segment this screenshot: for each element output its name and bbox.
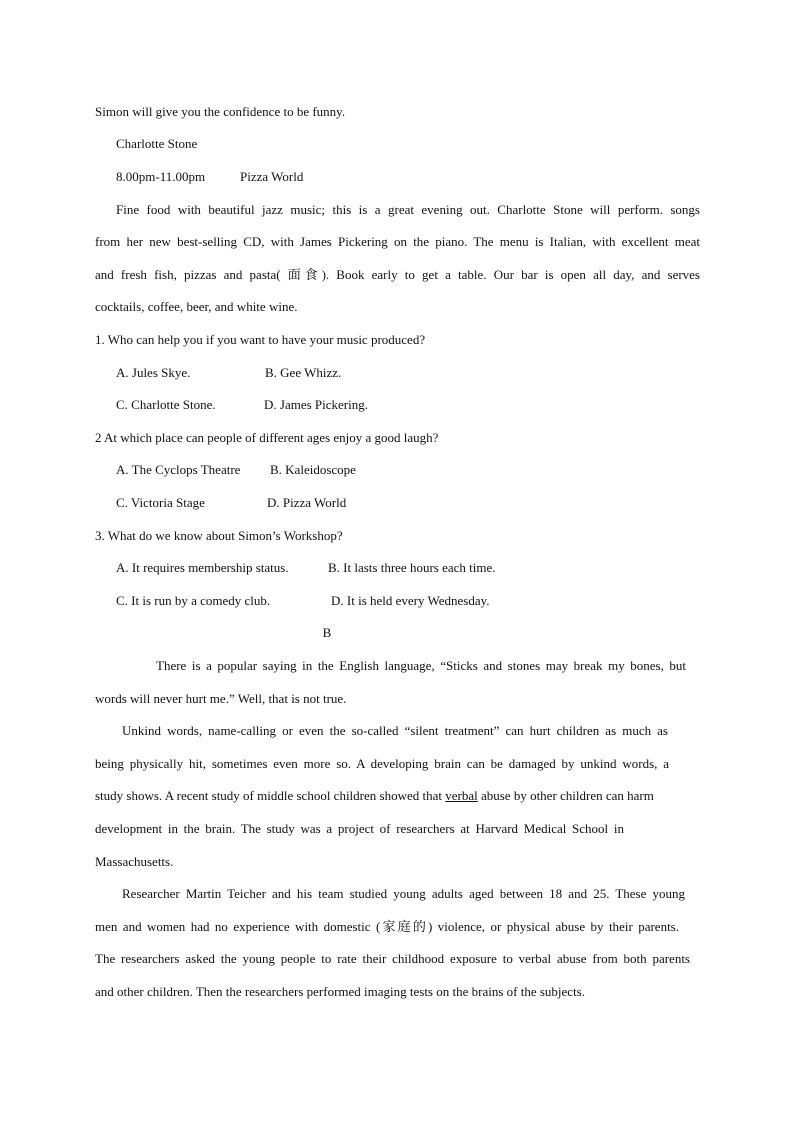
question-1-option-c: C. Charlotte Stone. (116, 397, 216, 412)
section-b-p3-line-1: Researcher Martin Teicher and his team studied young adults aged between 18 and 25. These young (122, 886, 685, 901)
event-venue: Pizza World (240, 169, 304, 184)
question-2-option-b: B. Kaleidoscope (270, 462, 356, 477)
question-1-option-b: B. Gee Whizz. (265, 365, 342, 380)
section-b-p2-line-1: Unkind words, name-calling or even the so-called “silent treatment” can hurt children as much as (122, 723, 668, 738)
section-b-p1-line-1: There is a popular saying in the English language, “Sticks and stones may break my bones, but (156, 658, 686, 673)
event-desc-line-2: from her new best-selling CD, with James Pickering on the piano. The menu is Italian, with excellent meat (95, 234, 700, 249)
question-3-option-d: D. It is held every Wednesday. (331, 593, 490, 608)
section-b-p2-line-4: development in the brain. The study was a project of researchers at Harvard Medical School in (95, 821, 624, 836)
question-1-option-d: D. James Pickering. (264, 397, 368, 412)
section-b-p3-line-2: men and women had no experience with domestic (家庭的) violence, or physical abuse by their parents. (95, 919, 679, 934)
section-b-p2-line-5: Massachusetts. (95, 854, 174, 869)
question-2-stem: 2 At which place can people of different ages enjoy a good laugh? (95, 430, 439, 445)
section-b-p2-line-3 (95, 788, 654, 804)
section-b-heading: B (322, 625, 332, 640)
underlined-word-verbal: verbal (445, 788, 478, 803)
section-b-p2-line-3-start: study shows. A recent study of middle school children showed that (95, 788, 446, 803)
event-desc-line-3: and fresh fish, pizzas and pasta( 面食). Book early to get a table. Our bar is open all day, and serves (95, 267, 700, 282)
section-b-p3-line-4: and other children. Then the researchers performed imaging tests on the brains of the subjects. (95, 984, 585, 999)
section-b-p3-line-3: The researchers asked the young people to rate their childhood exposure to verbal abuse from both parents (95, 951, 690, 966)
question-3-stem: 3. What do we know about Simon’s Workshop? (95, 528, 343, 543)
question-1-option-a: A. Jules Skye. (116, 365, 191, 380)
section-b-p2-line-3-end: abuse by other children can harm (477, 788, 654, 803)
section-b-p2-line-2: being physically hit, sometimes even more so. A developing brain can be damaged by unkind words, a (95, 756, 669, 771)
question-3-option-a: A. It requires membership status. (116, 560, 289, 575)
question-2-option-d: D. Pizza World (267, 495, 347, 510)
question-3-option-b: B. It lasts three hours each time. (328, 560, 496, 575)
event-desc-line-4: cocktails, coffee, beer, and white wine. (95, 299, 298, 314)
section-b-p1-line-2: words will never hurt me.” Well, that is not true. (95, 691, 347, 706)
event-time: 8.00pm-11.00pm (116, 169, 206, 184)
question-1-stem: 1. Who can help you if you want to have your music produced? (95, 332, 426, 347)
simon-closing-line: Simon will give you the confidence to be funny. (95, 104, 346, 119)
event-title-charlotte: Charlotte Stone (116, 136, 198, 151)
question-3-option-c: C. It is run by a comedy club. (116, 593, 271, 608)
event-desc-line-1: Fine food with beautiful jazz music; this is a great evening out. Charlotte Stone will perform. songs (116, 202, 700, 217)
question-2-option-a: A. The Cyclops Theatre (116, 462, 241, 477)
question-2-option-c: C. Victoria Stage (116, 495, 205, 510)
